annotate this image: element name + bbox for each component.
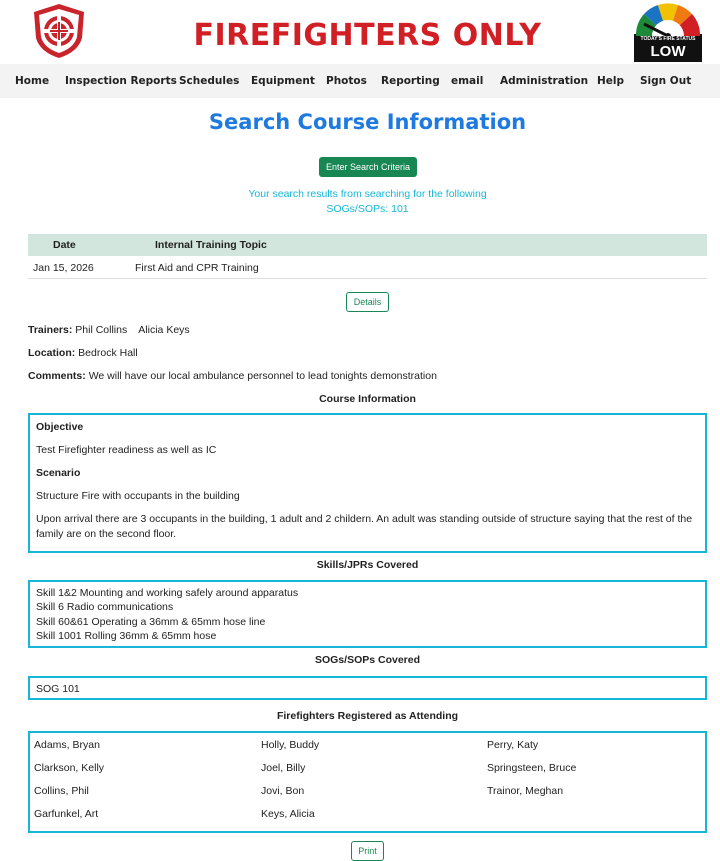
comments-line bbox=[28, 370, 437, 382]
objective-text: Test Firefighter readiness as well as IC bbox=[36, 444, 217, 456]
search-criteria-summary: SOGs/SOPs: 101 bbox=[326, 203, 409, 215]
results-table-header bbox=[28, 234, 707, 256]
firefighter-name: Jovi, Bon bbox=[261, 785, 305, 797]
skills-heading: Skills/JPRs Covered bbox=[316, 559, 419, 571]
skill-item: Skill 6 Radio communications bbox=[36, 601, 174, 613]
enter-search-criteria-button[interactable]: Enter Search Criteria bbox=[319, 157, 417, 177]
sogs-heading: SOGs/SOPs Covered bbox=[314, 654, 421, 666]
location-label: Location: bbox=[28, 347, 76, 359]
site-title: FIREFIGHTERS ONLY bbox=[193, 18, 542, 53]
nav-reporting[interactable]: Reporting bbox=[381, 75, 440, 87]
firefighter-name: Holly, Buddy bbox=[261, 739, 320, 751]
nav-inspection-reports[interactable]: Inspection Reports bbox=[65, 75, 177, 87]
row-date: Jan 15, 2026 bbox=[33, 262, 94, 274]
firefighter-name: Springsteen, Bruce bbox=[487, 762, 577, 774]
sogs-box bbox=[28, 676, 707, 700]
main-nav bbox=[0, 64, 720, 98]
skill-item: Skill 60&61 Operating a 36mm & 65mm hose line bbox=[36, 616, 266, 628]
firefighter-name: Garfunkel, Art bbox=[34, 808, 99, 820]
page-title: Search Course Information bbox=[208, 110, 527, 134]
nav-equipment[interactable]: Equipment bbox=[251, 75, 315, 87]
firefighter-name: Collins, Phil bbox=[34, 785, 89, 797]
firefighter-name: Adams, Bryan bbox=[34, 739, 100, 751]
skills-box bbox=[28, 580, 707, 648]
trainers-value: Phil Collins Alicia Keys bbox=[75, 324, 190, 336]
scenario-details: Upon arrival there are 3 occupants in the building, 1 adult and 2 childern. An adult was standing outside of structure saying that the rest of the family are on the second floor. bbox=[36, 513, 693, 540]
print-button[interactable]: Print bbox=[351, 841, 384, 861]
comments-label: Comments: bbox=[28, 370, 86, 382]
trainers-label: Trainers: bbox=[28, 324, 73, 336]
firefighter-name: Joel, Billy bbox=[261, 762, 306, 774]
objective-label: Objective bbox=[36, 421, 84, 433]
firefighter-name: Keys, Alicia bbox=[261, 808, 315, 820]
skill-item: Skill 1&2 Mounting and working safely around apparatus bbox=[36, 587, 299, 599]
sog-item: SOG 101 bbox=[36, 683, 80, 695]
nav-administration[interactable]: Administration bbox=[500, 75, 589, 87]
table-row[interactable] bbox=[28, 257, 707, 279]
firefighter-name: Trainor, Meghan bbox=[487, 785, 564, 797]
fire-status-label: TODAY'S FIRE STATUS bbox=[640, 36, 696, 42]
firefighter-name: Perry, Katy bbox=[487, 739, 539, 751]
nav-schedules[interactable]: Schedules bbox=[179, 75, 240, 87]
column-header-date: Date bbox=[53, 239, 76, 251]
course-information-heading: Course Information bbox=[319, 393, 416, 405]
course-information-box bbox=[28, 413, 707, 553]
firefighters-heading: Firefighters Registered as Attending bbox=[276, 710, 459, 722]
comments-value: We will have our local ambulance personnel to lead tonights demonstration bbox=[88, 370, 437, 382]
location-value: Bedrock Hall bbox=[78, 347, 138, 359]
scenario-text: Structure Fire with occupants in the building bbox=[36, 490, 240, 502]
search-results-message: Your search results from searching for the following bbox=[248, 188, 487, 200]
nav-help[interactable]: Help bbox=[597, 75, 625, 87]
scenario-label: Scenario bbox=[36, 467, 81, 479]
trainers-line bbox=[28, 324, 190, 336]
nav-home[interactable]: Home bbox=[15, 75, 50, 87]
skill-item: Skill 1001 Rolling 36mm & 65mm hose bbox=[36, 630, 217, 642]
details-button[interactable]: Details bbox=[346, 292, 389, 312]
firefighter-name: Clarkson, Kelly bbox=[34, 762, 105, 774]
column-header-topic: Internal Training Topic bbox=[155, 239, 267, 251]
nav-email[interactable]: email bbox=[451, 75, 484, 87]
firefighters-box bbox=[28, 731, 707, 833]
site-header bbox=[0, 0, 720, 64]
fire-status-value: LOW bbox=[650, 43, 686, 60]
nav-photos[interactable]: Photos bbox=[326, 75, 367, 87]
location-line bbox=[28, 347, 138, 359]
nav-sign-out[interactable]: Sign Out bbox=[640, 75, 692, 87]
row-topic: First Aid and CPR Training bbox=[135, 262, 259, 274]
